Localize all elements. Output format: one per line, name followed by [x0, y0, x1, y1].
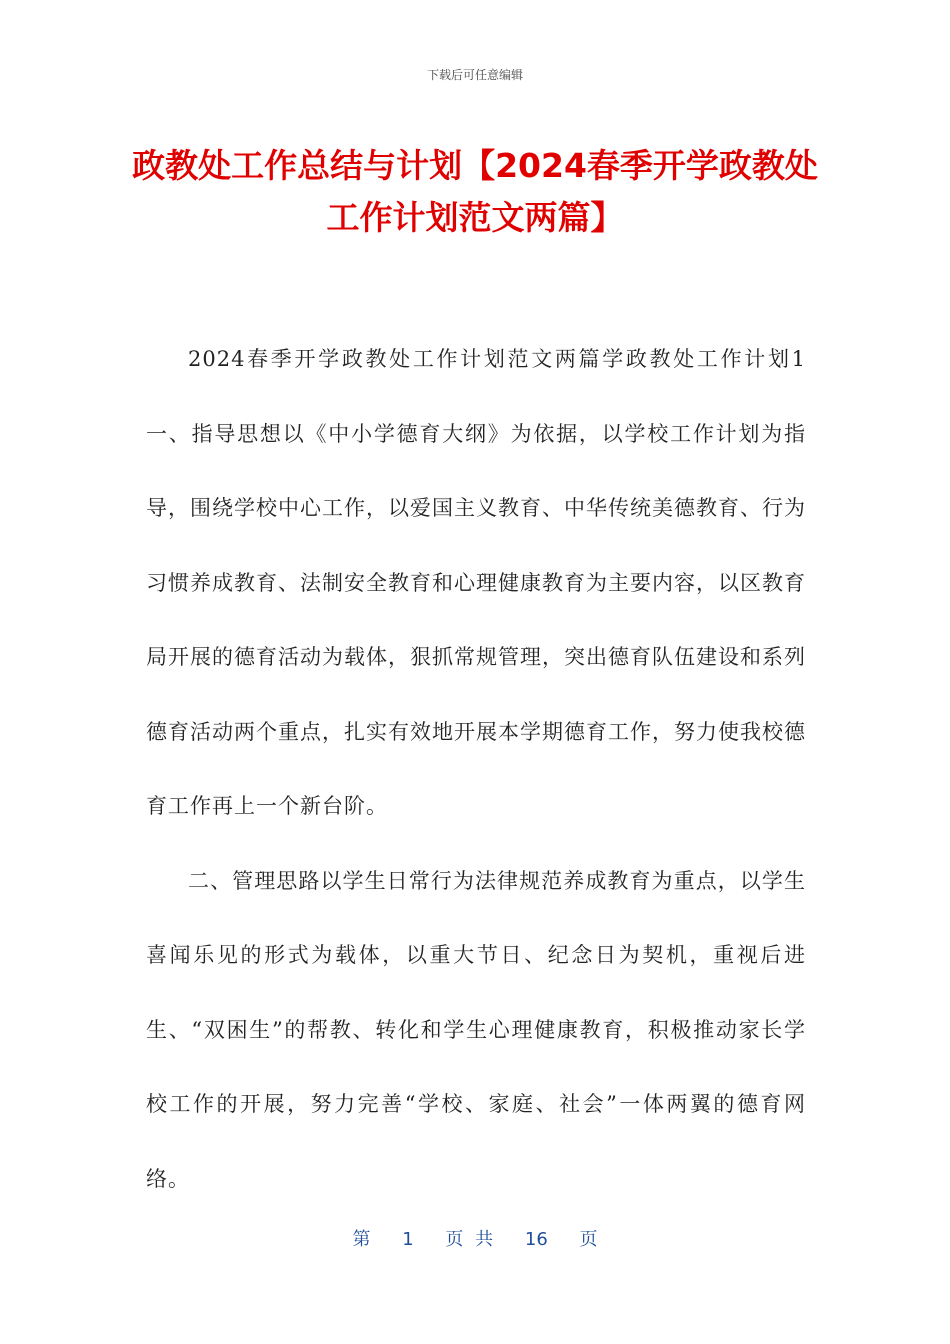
- footer-middle: 页 共: [445, 1229, 494, 1250]
- document-body: [146, 322, 806, 1216]
- current-page-number: 1: [402, 1229, 414, 1250]
- footer-prefix: 第: [352, 1229, 371, 1250]
- page-footer: [0, 1225, 950, 1251]
- paragraph-2: 二、管理思路以学生日常行为法律规范养成教育为重点，以学生喜闻乐见的形式为载体，以重大节日、纪念日为契机，重视后进生、“双困生”的帮教、转化和学生心理健康教育，积极推动家长学校工作的开展，努力完善“学校、家庭、社会”一体两翼的德育网络。: [146, 868, 806, 1191]
- header-note: 下载后可任意编辑: [426, 68, 523, 82]
- paragraph-1: 2024春季开学政教处工作计划范文两篇学政教处工作计划1一、指导思想以《中小学德育大纲》为依据，以学校工作计划为指导，围绕学校中心工作，以爱国主义教育、中华传统美德教育、行为习惯养成教育、法制安全教育和心理健康教育为主要内容，以区教育局开展的德育活动为载体，狠抓常规管理，突出德育队伍建设和系列德育活动两个重点，扎实有效地开展本学期德育工作，努力使我校德育工作再上一个新台阶。: [146, 347, 806, 818]
- footer-suffix: 页: [579, 1229, 598, 1250]
- total-page-count: 16: [524, 1229, 548, 1250]
- document-title: 政教处工作总结与计划【2024春季开学政教处工作计划范文两篇】: [132, 146, 818, 237]
